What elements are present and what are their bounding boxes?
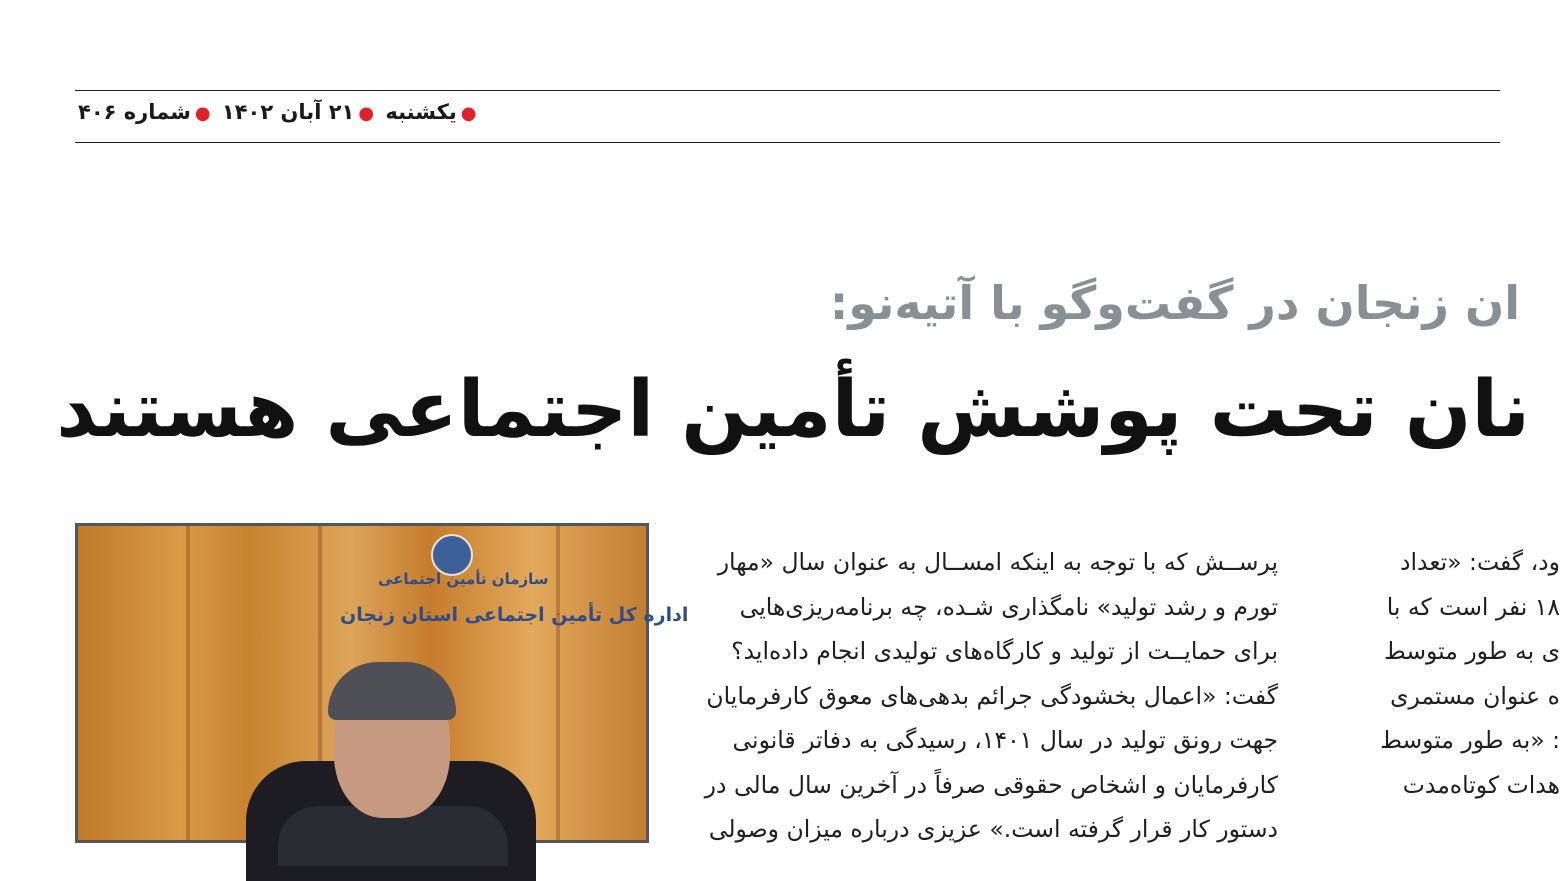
body-line: دستور کار قرار گرفته است.» عزیزی درباره میزان وصولی	[708, 815, 1278, 843]
dateline-date: ۲۱ آبان ۱۴۰۲	[221, 100, 355, 124]
body-line: گفت: «اعمال بخشودگی جرائم بدهی‌های معوق کارفرمایان	[706, 681, 1278, 710]
kicker-text: ان زنجان در گفت‌وگو با آتیه‌نو:	[829, 276, 1520, 330]
article-photo	[75, 523, 689, 843]
dateline	[78, 100, 480, 124]
dateline-issue: شماره ۴۰۶	[78, 100, 191, 124]
body-line: ۱۸ نفر است که با	[1386, 592, 1560, 621]
article-headline	[56, 365, 1530, 455]
body-column-main	[702, 540, 1278, 843]
body-column-right	[1330, 540, 1560, 810]
red-dot-icon: ●	[460, 103, 477, 124]
body-line: هدات کوتاه‌مدت	[1402, 770, 1560, 799]
red-dot-icon: ●	[194, 103, 211, 124]
body-line: کارفرمایان و اشخاص حقوقی صرفاً در آخرین سال مالی در	[704, 770, 1278, 799]
headline-text: نان تحت پوشش تأمین اجتماعی هستند	[56, 365, 1530, 455]
dateline-day: یکشنبه	[385, 100, 457, 124]
body-line: جهت رونق تولید در سال ۱۴۰۱، رسیدگی به دفاتر قانونی	[732, 726, 1278, 754]
photo-person-hair	[328, 662, 456, 720]
wood-panel-seam	[556, 526, 560, 840]
top-rule	[75, 90, 1500, 91]
article-kicker	[0, 276, 1520, 330]
wood-panel-seam	[186, 526, 190, 840]
body-line: برای حمایــت از تولید و کارگاه‌های تولیدی انجام داده‌اید؟	[731, 637, 1278, 665]
photo-sign-line2: اداره کل تأمین اجتماعی استان زنجان	[340, 604, 689, 626]
body-line: ه عنوان مستمری	[1390, 681, 1560, 710]
red-dot-icon: ●	[358, 103, 375, 124]
body-line: : «به طور متوسط	[1380, 726, 1560, 754]
photo-sign-line1: سازمان تأمین اجتماعی	[378, 570, 549, 588]
bottom-rule	[75, 142, 1500, 143]
body-line: تورم و رشد تولید» نامگذاری شـده، چه برنامه‌ریزی‌هایی	[739, 592, 1278, 621]
body-line: ود، گفت: «تعداد	[1400, 548, 1560, 576]
body-line: پرســش که با توجه به اینکه امســال به عنوان سال «مهار	[717, 548, 1278, 576]
body-line: ی به طور متوسط	[1384, 637, 1560, 665]
